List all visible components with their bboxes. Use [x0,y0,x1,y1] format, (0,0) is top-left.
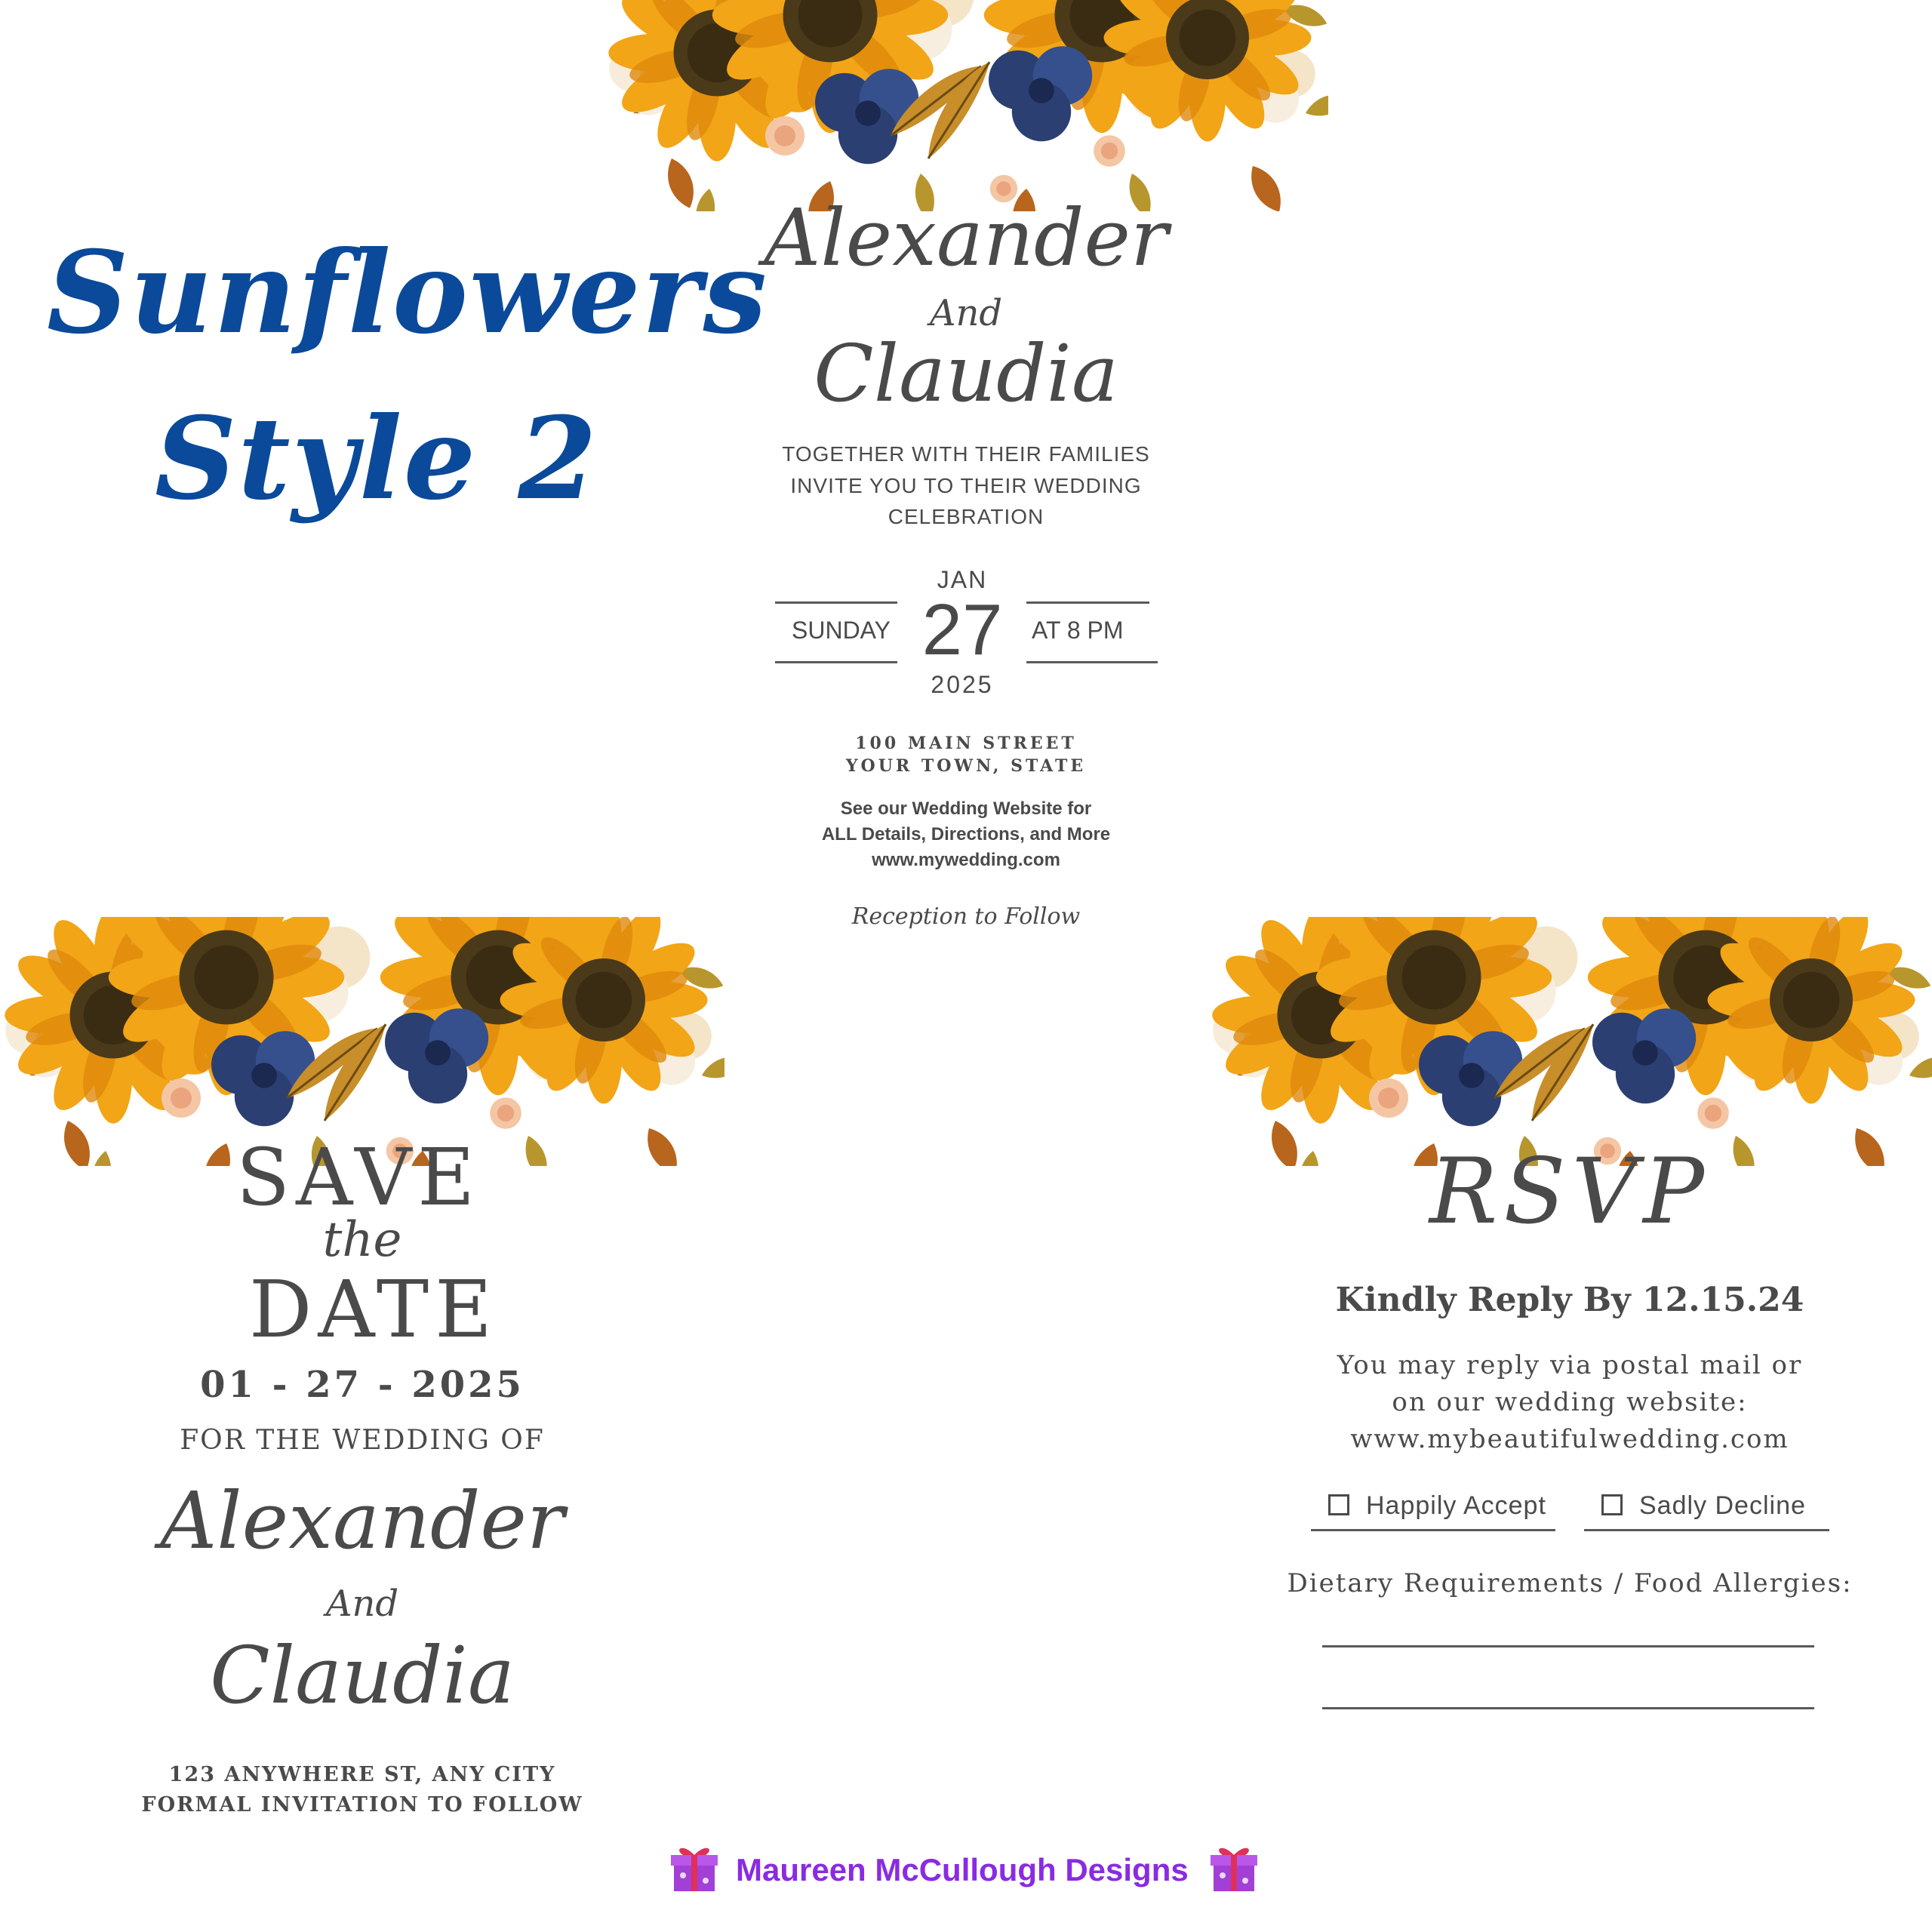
rsvp-dietary-line-2[interactable] [1322,1707,1814,1709]
std-the: the [322,1212,402,1268]
invitation-month: JAN [937,566,988,593]
rsvp-reply-by: Kindly Reply By 12.15.24 [1335,1281,1804,1319]
std-date: DATE [248,1263,499,1355]
std-name-1: Alexander [160,1475,565,1567]
invitation-message-line-3: CELEBRATION [888,505,1044,528]
invitation-day: 27 [921,589,1003,670]
rsvp-dietary-label: Dietary Requirements / Food Allergies: [1287,1568,1853,1598]
invitation-and: And [929,292,1003,334]
invitation-name-1: Alexander [764,192,1168,284]
invitation-reception: Reception to Follow [851,903,1081,930]
rsvp-accept-rule [1311,1529,1555,1531]
invitation-floral-header [604,0,1328,211]
rsvp-decline-checkbox[interactable] [1601,1494,1623,1515]
invitation-address-line-1: 100 MAIN STREET [855,734,1077,753]
rsvp-decline-rule [1584,1529,1829,1531]
std-for-wedding: FOR THE WEDDING OF [180,1425,545,1456]
invitation-date-rule-right-top [1026,601,1149,604]
std-and: And [325,1583,399,1625]
invitation-date-rule-left-bottom [775,661,897,663]
invitation-message-line-2: INVITE YOU TO THEIR WEDDING [790,474,1142,497]
std-save: SAVE [235,1131,481,1223]
rsvp-instructions-line-1: You may reply via postal mail or [1337,1350,1803,1380]
rsvp-accept-checkbox[interactable] [1328,1494,1349,1515]
invitation-name-2: Claudia [814,328,1118,420]
invitation-website-line-2: ALL Details, Directions, and More [821,824,1111,844]
rsvp-instructions-url: www.mybeautifulwedding.com [1350,1424,1789,1454]
collection-title-line1: Sunflowers [47,226,769,359]
invitation-message-line-1: TOGETHER WITH THEIR FAMILIES [782,442,1150,466]
rsvp-floral-header [1208,917,1932,1166]
gift-icon [668,1841,721,1894]
invitation-website-url: www.mywedding.com [872,850,1060,870]
rsvp-instructions-line-2: on our wedding website: [1392,1387,1748,1417]
std-note: FORMAL INVITATION TO FOLLOW [141,1793,583,1817]
rsvp-heading: RSVP [1429,1140,1710,1244]
invitation-address-line-2: YOUR TOWN, STATE [845,756,1087,776]
rsvp-dietary-line-1[interactable] [1322,1645,1814,1647]
std-address: 123 ANYWHERE ST, ANY CITY [168,1763,556,1786]
rsvp-accept-label: Happily Accept [1366,1491,1546,1520]
brand-name: Maureen McCullough Designs [736,1852,1189,1887]
save-the-date-floral-header [0,917,724,1166]
invitation-date-rule-right-bottom [1026,661,1158,663]
invitation-time: AT 8 PM [1032,617,1124,644]
invitation-year: 2025 [931,671,994,698]
collection-title-line2: Style 2 [155,392,598,525]
invitation-date-rule-left-top [775,601,897,604]
std-date-numeric: 01 - 27 - 2025 [200,1364,525,1406]
gift-icon [1208,1841,1260,1894]
invitation-website-line-1: See our Wedding Website for [840,798,1092,819]
rsvp-decline-label: Sadly Decline [1639,1491,1806,1520]
invitation-weekday: SUNDAY [792,617,891,644]
std-name-2: Claudia [210,1629,515,1721]
